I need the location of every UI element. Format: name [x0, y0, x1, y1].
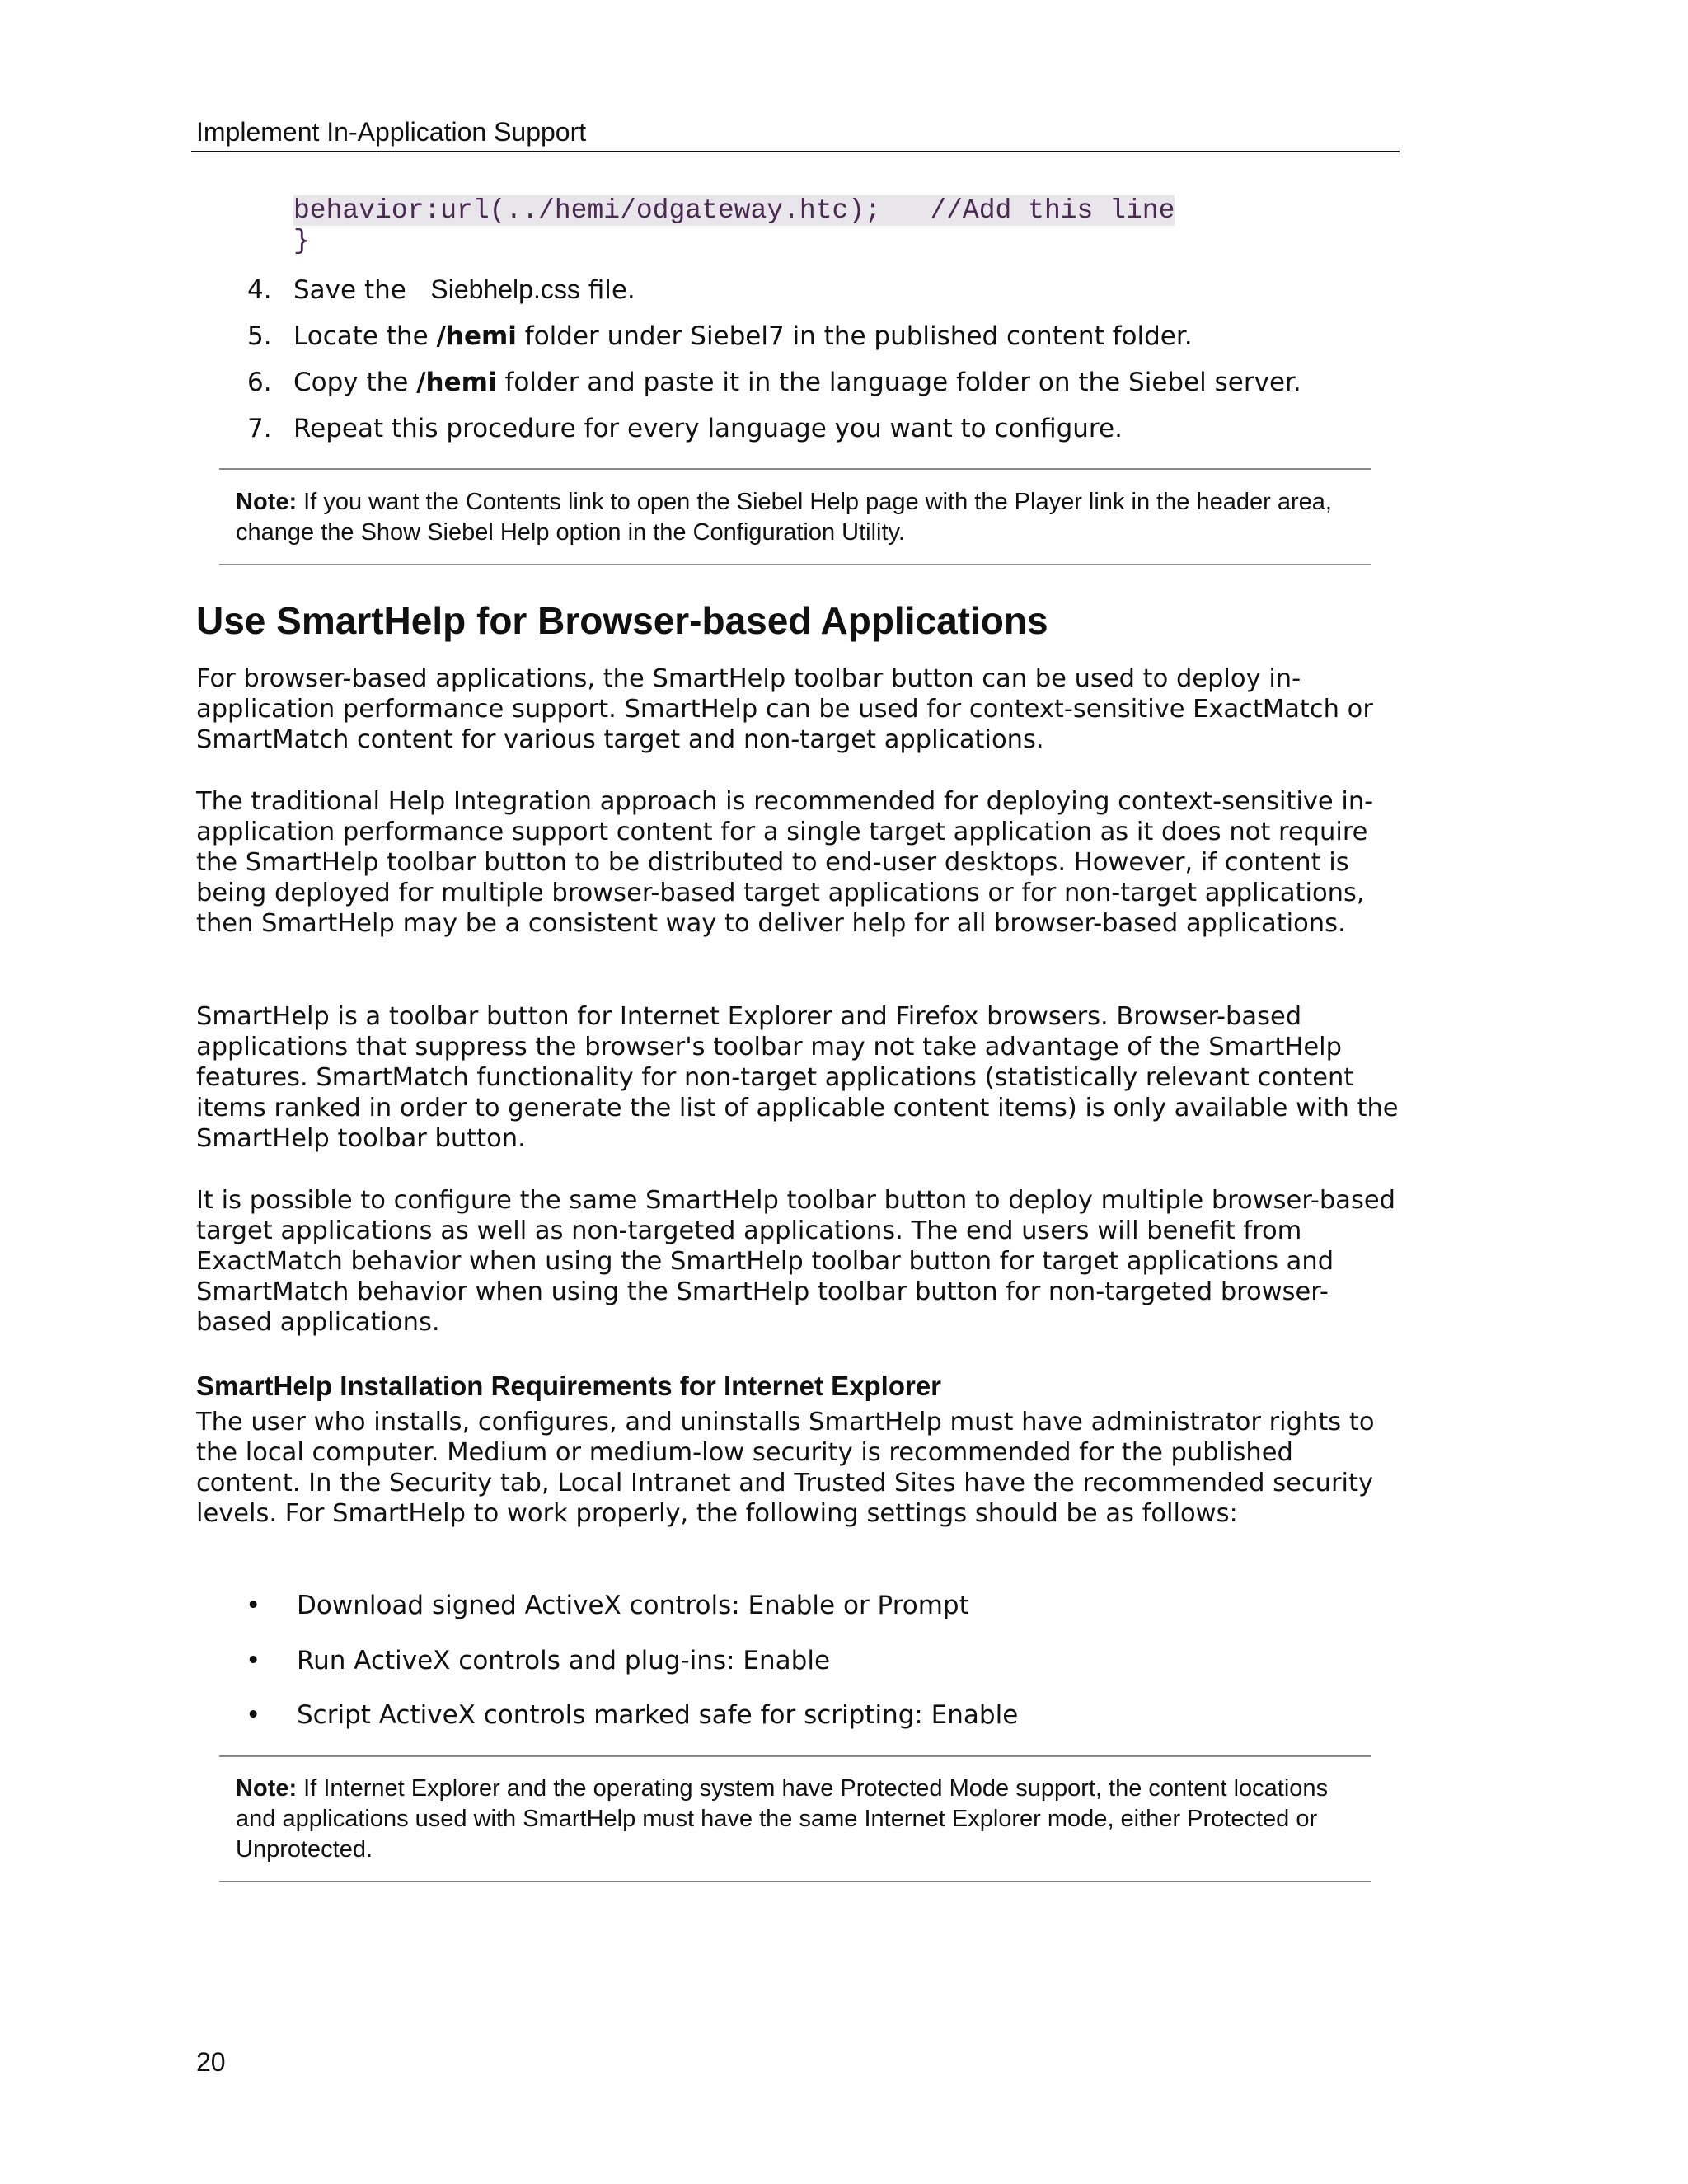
note-rule-bottom	[219, 1881, 1372, 1882]
step-text: Locate the	[293, 321, 429, 351]
folder-name: /hemi	[436, 321, 517, 351]
note-text: If you want the Contents link to open the Siebel Help page with the Player link in the header area, change the Show Siebel Help option in the Configuration Utility.	[236, 489, 1332, 546]
step-text: Copy the	[293, 368, 409, 397]
note-label: Note:	[236, 1775, 298, 1802]
step-5	[247, 320, 1193, 353]
step-number: 5.	[247, 321, 272, 351]
bullet-icon: •	[246, 1700, 261, 1730]
paragraph-5: The user who installs, configures, and uninstalls SmartHelp must have administrator rights to the local computer. Medium or medium-low security is recommended for the published content. In the Security tab, Local Intranet and Trusted Sites have the recommended security levels. For SmartHelp to work properly, the following settings should be as follows:	[196, 1408, 1375, 1528]
header-rule	[191, 151, 1400, 152]
subsection-heading: SmartHelp Installation Requirements for Internet Explorer	[196, 1371, 942, 1401]
note-rule-top	[219, 468, 1372, 470]
step-number: 7.	[247, 414, 272, 443]
code-line-2: }	[293, 226, 310, 256]
step-text: file.	[588, 275, 635, 305]
step-text: folder and paste it in the language folder on the Siebel server.	[504, 368, 1301, 397]
file-name: Siebhelp.css	[430, 274, 580, 304]
note-rule-top	[219, 1755, 1372, 1757]
step-number: 6.	[247, 368, 272, 397]
paragraph-4: It is possible to configure the same SmartHelp toolbar button to deploy multiple browser-based target applications as well as non-targeted applications. The end users will benefit from ExactMatch behavior when using the SmartHelp toolbar button for target applications and SmartMatch behavior when using the SmartHelp toolbar button for non-targeted browser-based applications.	[196, 1186, 1395, 1337]
page-number: 20	[196, 2047, 226, 2077]
paragraph-3: SmartHelp is a toolbar button for Internet Explorer and Firefox browsers. Browser-based applications that suppress the browser's toolbar may not take advantage of the SmartHelp features. SmartMatch functionality for non-target applications (statistically relevant content items ranked in order to generate the list of applicable content items) is only available with the SmartHelp toolbar button.	[196, 1002, 1399, 1153]
bullet-icon: •	[246, 1646, 261, 1675]
bullet-item	[246, 1644, 830, 1677]
note-label: Note:	[236, 489, 298, 515]
note-1	[236, 487, 1357, 548]
step-7	[247, 412, 1123, 445]
step-text: folder under Siebel7 in the published content folder.	[524, 321, 1193, 351]
running-header: Implement In-Application Support	[196, 117, 587, 147]
paragraph-2: The traditional Help Integration approach is recommended for deploying context-sensitive in-application performance support content for a single target application as it does not require the SmartHelp toolbar button to be distributed to end-user desktops. However, if content is being deployed for multiple browser-based target applications or for non-target applications, then SmartHelp may be a consistent way to deliver help for all browser-based applications.	[196, 787, 1374, 938]
bullet-item	[246, 1589, 969, 1622]
note-rule-bottom	[219, 564, 1372, 565]
paragraph-1: For browser-based applications, the SmartHelp toolbar button can be used to deploy in-application performance support. SmartHelp can be used for context-sensitive ExactMatch or SmartMatch content for various target and non-target applications.	[196, 664, 1373, 754]
step-text: Save the	[293, 275, 406, 305]
step-6	[247, 366, 1301, 399]
note-2	[236, 1774, 1357, 1865]
code-line-1	[293, 194, 1175, 227]
step-text: Repeat this procedure for every language you want to configure.	[293, 414, 1123, 443]
folder-name: /hemi	[416, 368, 497, 397]
bullet-text: Download signed ActiveX controls: Enable or Prompt	[297, 1591, 969, 1620]
bullet-icon: •	[246, 1591, 261, 1620]
bullet-text: Run ActiveX controls and plug-ins: Enable	[297, 1646, 831, 1675]
section-heading: Use SmartHelp for Browser-based Applications	[196, 599, 1048, 642]
step-4	[247, 273, 635, 307]
bullet-text: Script ActiveX controls marked safe for scripting: Enable	[297, 1700, 1019, 1730]
note-text: If Internet Explorer and the operating system have Protected Mode support, the content locations and applications used with SmartHelp must have the same Internet Explorer mode, either Protected or Unprotected.	[236, 1775, 1329, 1863]
step-number: 4.	[247, 275, 272, 305]
code-text: behavior:url(../hemi/odgateway.htc); //Add this line	[293, 195, 1175, 226]
bullet-item	[246, 1699, 1018, 1732]
